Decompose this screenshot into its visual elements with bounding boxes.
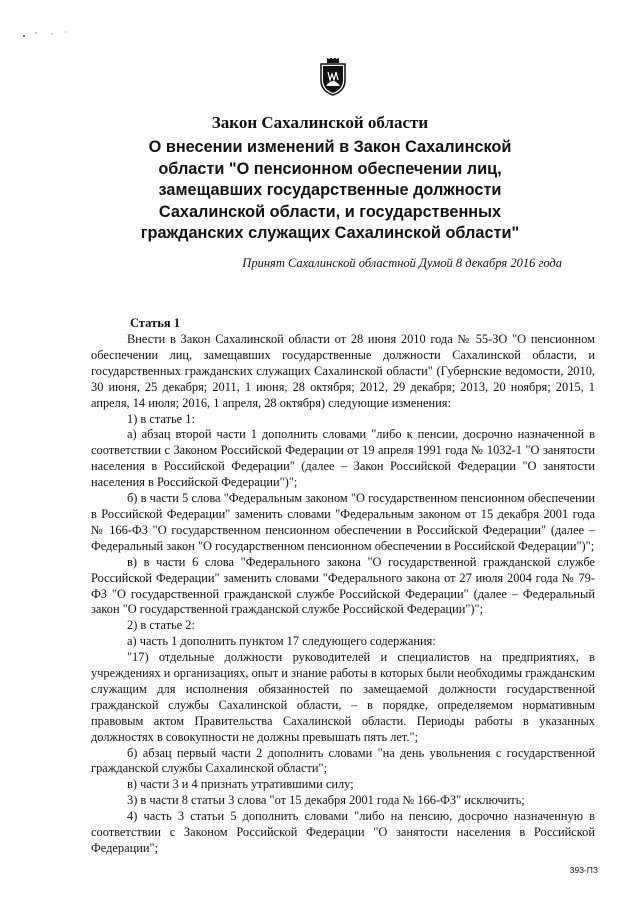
article-title: Статья 1 xyxy=(130,316,180,330)
paragraph: "17) отдельные должности руководителей и специалистов на предприятиях, в учреждениях и организациях, опыт и знание работы в которых были необходимы гражданским служащим для исполнения обязанностей по замещаемой должности государственной гражданской службы Сахалинской области, – в порядке, определяемом нормативным правовым актом Правительства Сахалинской области. Периоды работы в указанных должностях в совокупности не должны превышать пять лет."; xyxy=(91,650,595,744)
sakhalin-coat-of-arms-icon xyxy=(318,58,348,96)
heading-line: Сахалинской области, и государственных xyxy=(158,202,502,221)
paragraph: 3) в части 8 статьи 3 слова "от 15 декабря 2001 года № 166-ФЗ" исключить; xyxy=(127,793,525,808)
paragraph: 2) в статье 2: xyxy=(127,618,195,633)
paragraph: а) абзац второй части 1 дополнить словами "либо к пенсии, досрочно назначенной в соответствии с Законом Российской Федерации от 19 апреля 1991 года № 1032-1 "О занятости населения в Российской Федерации" (далее – Закон Российской Федерации "О занятости населения в Российской Федерации")"; xyxy=(91,427,595,490)
adoption-note: Принят Сахалинской областной Думой 8 декабря 2016 года xyxy=(242,256,562,270)
paragraph: 4) часть 3 статьи 5 дополнить словами "либо на пенсию, досрочно назначенную в соответствии с Законом Российской Федерации "О занятости населения в Российской Федерации"; xyxy=(91,809,595,855)
scan-speckles xyxy=(22,28,72,40)
law-heading xyxy=(110,137,550,245)
paragraph: б) абзац первый части 2 дополнить словами "на день увольнения с государственной гражданской службы Сахалинской области"; xyxy=(91,745,595,776)
heading-line: замещавших государственные должности xyxy=(158,181,502,199)
heading-line: гражданских служащих Сахалинской области" xyxy=(140,224,520,242)
paragraph: в) в части 6 слова "Федерального закона "О государственной гражданской службе Российской Федерации" заменить словами "Федерального закона от 27 июля 2004 года № 79-ФЗ "О государственной гражданской службе Российской Федерации" (далее – Федеральный закон "О государственной гражданской службе Российской Федерации")"; xyxy=(91,554,595,617)
paragraph: Внести в Закон Сахалинской области от 28 июня 2010 года № 55-ЗО "О пенсионном обеспечении лиц, замещавших государственные должности Сахалинской области, и государственных гражданских служащих Сахалинской области" (Губернские ведомости, 2010, 30 июня, 25 декабря; 2011, 1 июня, 28 октября; 2012, 29 декабря; 2013, 20 ноября; 2015, 1 апреля, 14 июля; 2016, 1 апреля, 28 октября) следующие изменения: xyxy=(91,332,595,410)
document-code: 393-ПЗ xyxy=(569,865,598,875)
law-title: Закон Сахалинской области xyxy=(211,113,429,132)
paragraph: а) часть 1 дополнить пунктом 17 следующего содержания: xyxy=(127,634,436,649)
heading-line: области "О пенсионном обеспечении лиц, xyxy=(158,159,502,178)
heading-line: О внесении изменений в Закон Сахалинской xyxy=(148,138,512,156)
paragraph: 1) в статье 1: xyxy=(127,411,195,426)
paragraph: в) части 3 и 4 признать утратившими силу; xyxy=(127,777,354,792)
paragraph: б) в части 5 слова "Федеральным законом "О государственном пенсионном обеспечении в Российской Федерации" заменить словами "Федеральным законом от 15 декабря 2001 года № 166-ФЗ "О государственном пенсионном обеспечении в Российской Федерации" (далее – Федеральный закон "О государственном пенсионном обеспечении в Российской Федерации")"; xyxy=(91,491,595,553)
article-body xyxy=(91,332,595,857)
